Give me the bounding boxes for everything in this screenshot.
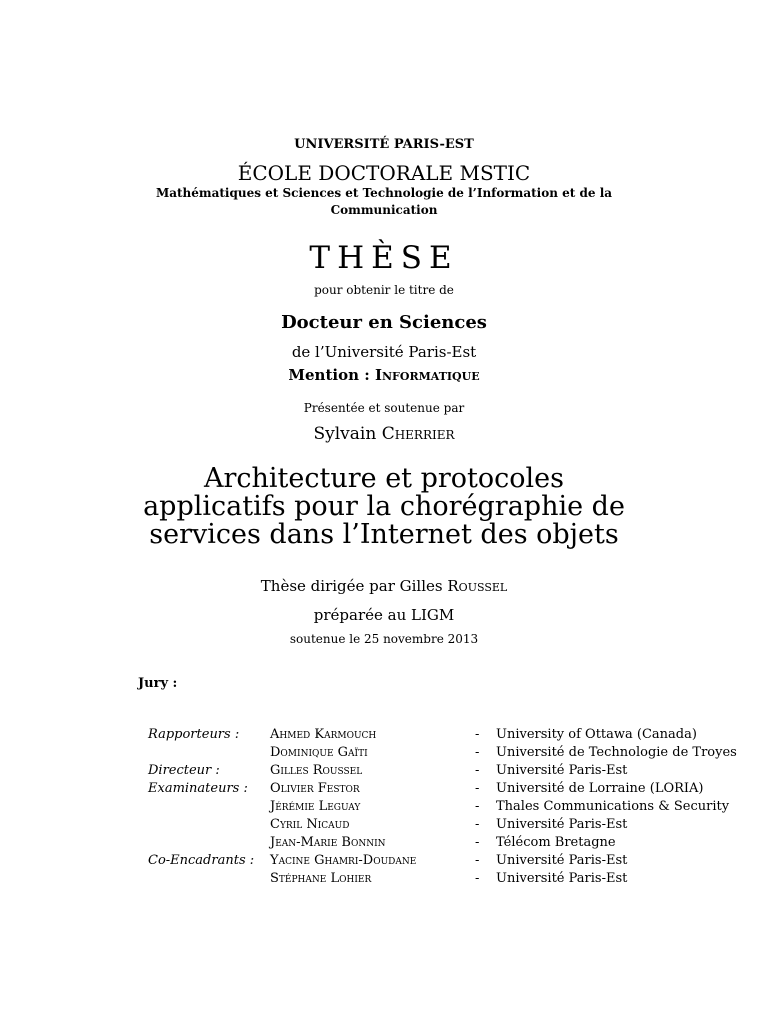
jury-name: Gilles Roussel [270, 763, 363, 778]
doctoral-school-subtitle-line2: Communication [330, 203, 438, 217]
presented-by-label: Présentée et soutenue par [303, 401, 465, 415]
jury-affiliation: Thales Communications & Security [496, 799, 730, 814]
jury-affiliation: Université de Technologie de Troyes [496, 745, 737, 760]
author-last-name: Cherrier [381, 424, 455, 444]
jury-dash: - [475, 727, 480, 742]
jury-name: Olivier Festor [270, 781, 360, 796]
jury-label: Jury : [138, 676, 178, 691]
jury-role: Directeur : [148, 763, 220, 778]
jury-dash: - [475, 763, 480, 778]
jury-row [0, 799, 768, 817]
jury-dash: - [475, 835, 480, 850]
jury-row [0, 817, 768, 835]
jury-dash: - [475, 871, 480, 886]
directed-by-prefix: Thèse dirigée par Gilles [260, 577, 443, 595]
jury-dash: - [475, 781, 480, 796]
author-first-name: Sylvain [313, 424, 377, 444]
defense-date: soutenue le 25 novembre 2013 [289, 632, 479, 646]
jury-name: Jérémie Leguay [270, 799, 361, 814]
jury-row [0, 763, 768, 781]
prepared-at: préparée au LIGM [313, 606, 455, 624]
thesis-title-line3: services dans l’Internet des objets [149, 519, 619, 550]
jury-list [0, 727, 768, 889]
thesis-title [0, 465, 768, 549]
jury-name: Ahmed Karmouch [270, 727, 377, 742]
jury-row [0, 727, 768, 745]
jury-row [0, 835, 768, 853]
doctoral-school-subtitle [0, 185, 768, 219]
jury-row [0, 853, 768, 871]
jury-dash: - [475, 745, 480, 760]
jury-dash: - [475, 853, 480, 868]
degree-purpose: pour obtenir le titre de [314, 283, 454, 297]
jury-name: Yacine Ghamri-Doudane [270, 853, 417, 868]
mention-value: Informatique [374, 366, 480, 384]
doctoral-school-heading: ÉCOLE DOCTORALE MSTIC [237, 161, 531, 185]
doctoral-school-subtitle-line1: Mathématiques et Sciences et Technologie de l’Information et de la [155, 186, 613, 200]
mention [0, 366, 768, 384]
university-heading: UNIVERSITÉ PARIS-EST [294, 137, 474, 152]
jury-name: Jean-Marie Bonnin [270, 835, 386, 850]
jury-affiliation: Télécom Bretagne [496, 835, 616, 850]
jury-row [0, 781, 768, 799]
mention-prefix: Mention : [288, 366, 375, 384]
jury-dash: - [475, 799, 480, 814]
jury-name: Stéphane Lohier [270, 871, 372, 886]
author-name [0, 424, 768, 444]
thesis-title-line2: applicatifs pour la chorégraphie de [143, 491, 625, 522]
jury-row [0, 871, 768, 889]
jury-affiliation: Université Paris-Est [496, 853, 628, 868]
degree-university: de l’Université Paris-Est [291, 343, 477, 361]
jury-affiliation: Université de Lorraine (LORIA) [496, 781, 704, 796]
jury-affiliation: University of Ottawa (Canada) [496, 727, 697, 742]
thesis-label: THÈSE [309, 240, 459, 276]
thesis-director-line [0, 577, 768, 595]
degree-title: Docteur en Sciences [281, 312, 487, 333]
jury-affiliation: Université Paris-Est [496, 817, 628, 832]
jury-role: Co-Encadrants : [148, 853, 255, 868]
jury-role: Examinateurs : [148, 781, 248, 796]
jury-dash: - [475, 817, 480, 832]
jury-row [0, 745, 768, 763]
director-last-name: Roussel [447, 577, 508, 595]
thesis-title-line1: Architecture et protocoles [203, 463, 565, 494]
jury-name: Cyril Nicaud [270, 817, 350, 832]
jury-role: Rapporteurs : [148, 727, 240, 742]
jury-name: Dominique Gaïti [270, 745, 368, 760]
jury-affiliation: Université Paris-Est [496, 763, 628, 778]
jury-affiliation: Université Paris-Est [496, 871, 628, 886]
